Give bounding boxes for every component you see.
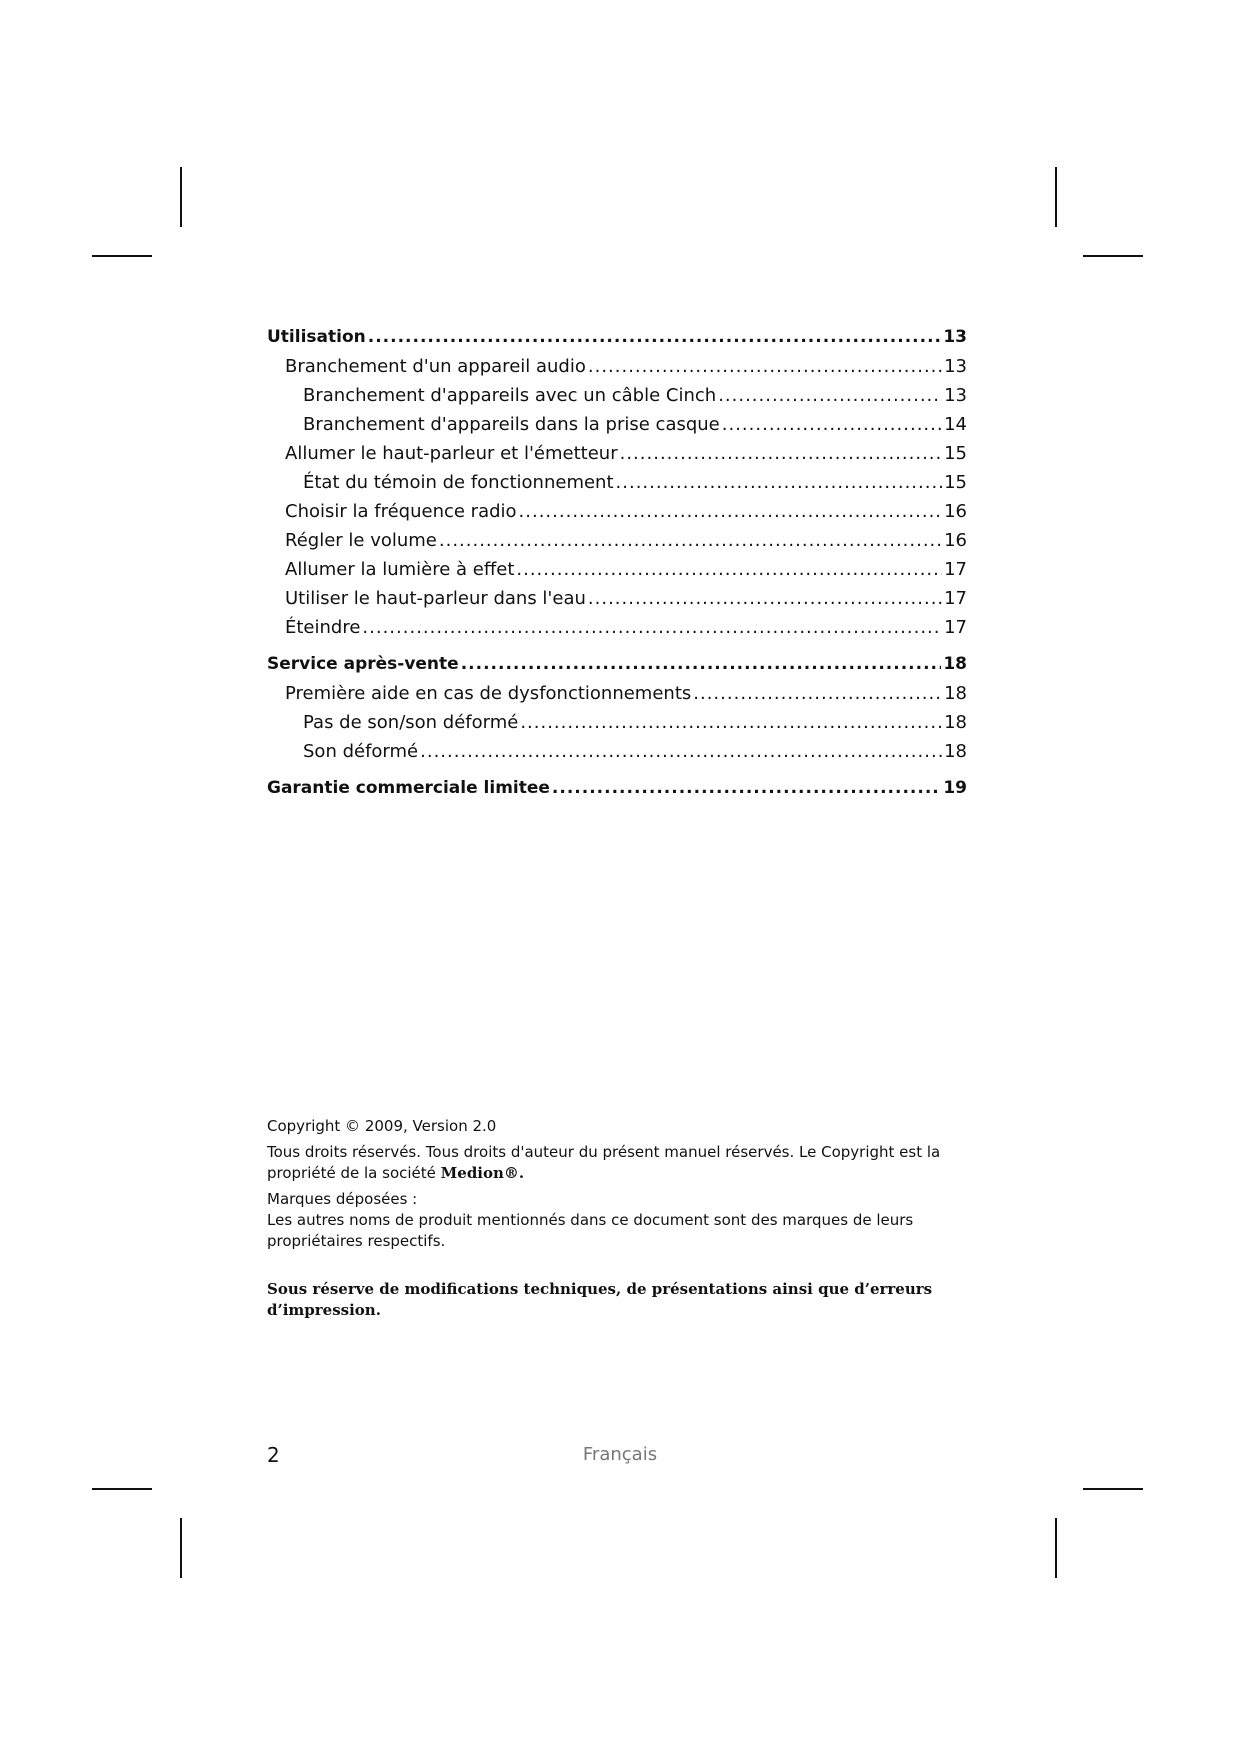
toc-entry-title: Garantie commerciale limitee (267, 778, 550, 798)
toc-leader-dots (439, 526, 942, 555)
toc-leader-dots (368, 322, 942, 352)
toc-entry-page: 13 (943, 327, 967, 347)
page-number: 2 (267, 1443, 280, 1467)
toc-entry[interactable] (267, 381, 967, 410)
toc-entry[interactable] (267, 410, 967, 439)
toc-entry-title: Choisir la fréquence radio (285, 501, 517, 522)
toc-leader-dots (693, 679, 942, 708)
crop-mark (180, 167, 182, 227)
toc-entry-title: Utiliser le haut-parleur dans l'eau (285, 588, 586, 609)
toc-entry-title: Pas de son/son déformé (303, 712, 519, 733)
toc-entry-page: 19 (943, 778, 967, 798)
toc-entry-title: État du témoin de fonctionnement (303, 472, 614, 493)
toc-leader-dots (718, 381, 942, 410)
toc-entry[interactable] (267, 773, 967, 803)
toc-entry[interactable] (267, 708, 967, 737)
disclaimer: Sous réserve de modifications techniques, de présentations ainsi que d’erreurs d’impression. (267, 1280, 933, 1319)
toc-leader-dots (516, 555, 942, 584)
toc-leader-dots (588, 352, 942, 381)
toc-entry-page: 17 (944, 617, 967, 638)
toc-leader-dots (588, 584, 942, 613)
toc-entry-title: Éteindre (285, 617, 361, 638)
crop-mark (1083, 1488, 1143, 1490)
trademarks-text: Les autres noms de produit mentionnés dans ce document sont des marques de leurs propriétaires respectifs. (267, 1211, 914, 1250)
legal-notice (267, 1116, 967, 1326)
toc-leader-dots (461, 649, 942, 679)
toc-entry-title: Son déformé (303, 741, 419, 762)
crop-mark (92, 255, 152, 257)
toc-entry[interactable] (267, 555, 967, 584)
toc-leader-dots (620, 439, 942, 468)
crop-mark (1083, 255, 1143, 257)
toc-leader-dots (616, 468, 943, 497)
toc-entry-page: 17 (944, 559, 967, 580)
toc-entry[interactable] (267, 649, 967, 679)
toc-entry-page: 15 (944, 472, 967, 493)
toc-entry[interactable] (267, 584, 967, 613)
footer-language: Français (582, 1444, 658, 1465)
rights-paragraph (267, 1142, 967, 1184)
toc-entry-page: 16 (944, 530, 967, 551)
toc-entry-page: 13 (944, 356, 967, 377)
toc-entry[interactable] (267, 679, 967, 708)
toc-entry-title: Branchement d'appareils dans la prise casque (303, 414, 720, 435)
company-name: Medion (440, 1164, 504, 1182)
toc-leader-dots (420, 737, 942, 766)
copyright-line: Copyright © 2009, Version 2.0 (267, 1117, 497, 1135)
crop-mark (1055, 1518, 1057, 1578)
toc-entry-title: Première aide en cas de dysfonctionnements (285, 683, 692, 704)
crop-mark (180, 1518, 182, 1578)
trademarks-label: Marques déposées : (267, 1190, 418, 1208)
toc-entry-page: 15 (944, 443, 967, 464)
table-of-contents (267, 322, 967, 803)
crop-mark (92, 1488, 152, 1490)
toc-entry[interactable] (267, 613, 967, 642)
toc-entry-page: 16 (944, 501, 967, 522)
toc-entry[interactable] (267, 439, 967, 468)
toc-leader-dots (722, 410, 942, 439)
company-suffix: ®. (503, 1164, 525, 1182)
toc-entry-page: 13 (944, 385, 967, 406)
toc-entry[interactable] (267, 737, 967, 766)
toc-entry[interactable] (267, 497, 967, 526)
toc-entry[interactable] (267, 322, 967, 352)
toc-entry-page: 18 (943, 654, 967, 674)
toc-leader-dots (362, 613, 942, 642)
toc-entry-title: Allumer le haut-parleur et l'émetteur (285, 443, 618, 464)
rights-text: Tous droits réservés. Tous droits d'auteur du présent manuel réservés. Le Copyright est la propriété de la société (267, 1143, 941, 1182)
toc-leader-dots (520, 708, 942, 737)
toc-entry-page: 18 (944, 683, 967, 704)
toc-leader-dots (552, 773, 941, 803)
toc-entry-page: 14 (944, 414, 967, 435)
toc-entry[interactable] (267, 526, 967, 555)
toc-entry-page: 18 (944, 741, 967, 762)
toc-entry-title: Utilisation (267, 327, 366, 347)
toc-leader-dots (519, 497, 943, 526)
trademarks-paragraph (267, 1189, 967, 1252)
toc-entry-title: Régler le volume (285, 530, 437, 551)
toc-entry-title: Branchement d'un appareil audio (285, 356, 586, 377)
toc-entry-title: Service après-vente (267, 654, 459, 674)
toc-entry[interactable] (267, 352, 967, 381)
toc-entry-title: Branchement d'appareils avec un câble Cinch (303, 385, 717, 406)
toc-entry[interactable] (267, 468, 967, 497)
crop-mark (1055, 167, 1057, 227)
toc-entry-page: 17 (944, 588, 967, 609)
toc-entry-title: Allumer la lumière à effet (285, 559, 515, 580)
toc-entry-page: 18 (944, 712, 967, 733)
